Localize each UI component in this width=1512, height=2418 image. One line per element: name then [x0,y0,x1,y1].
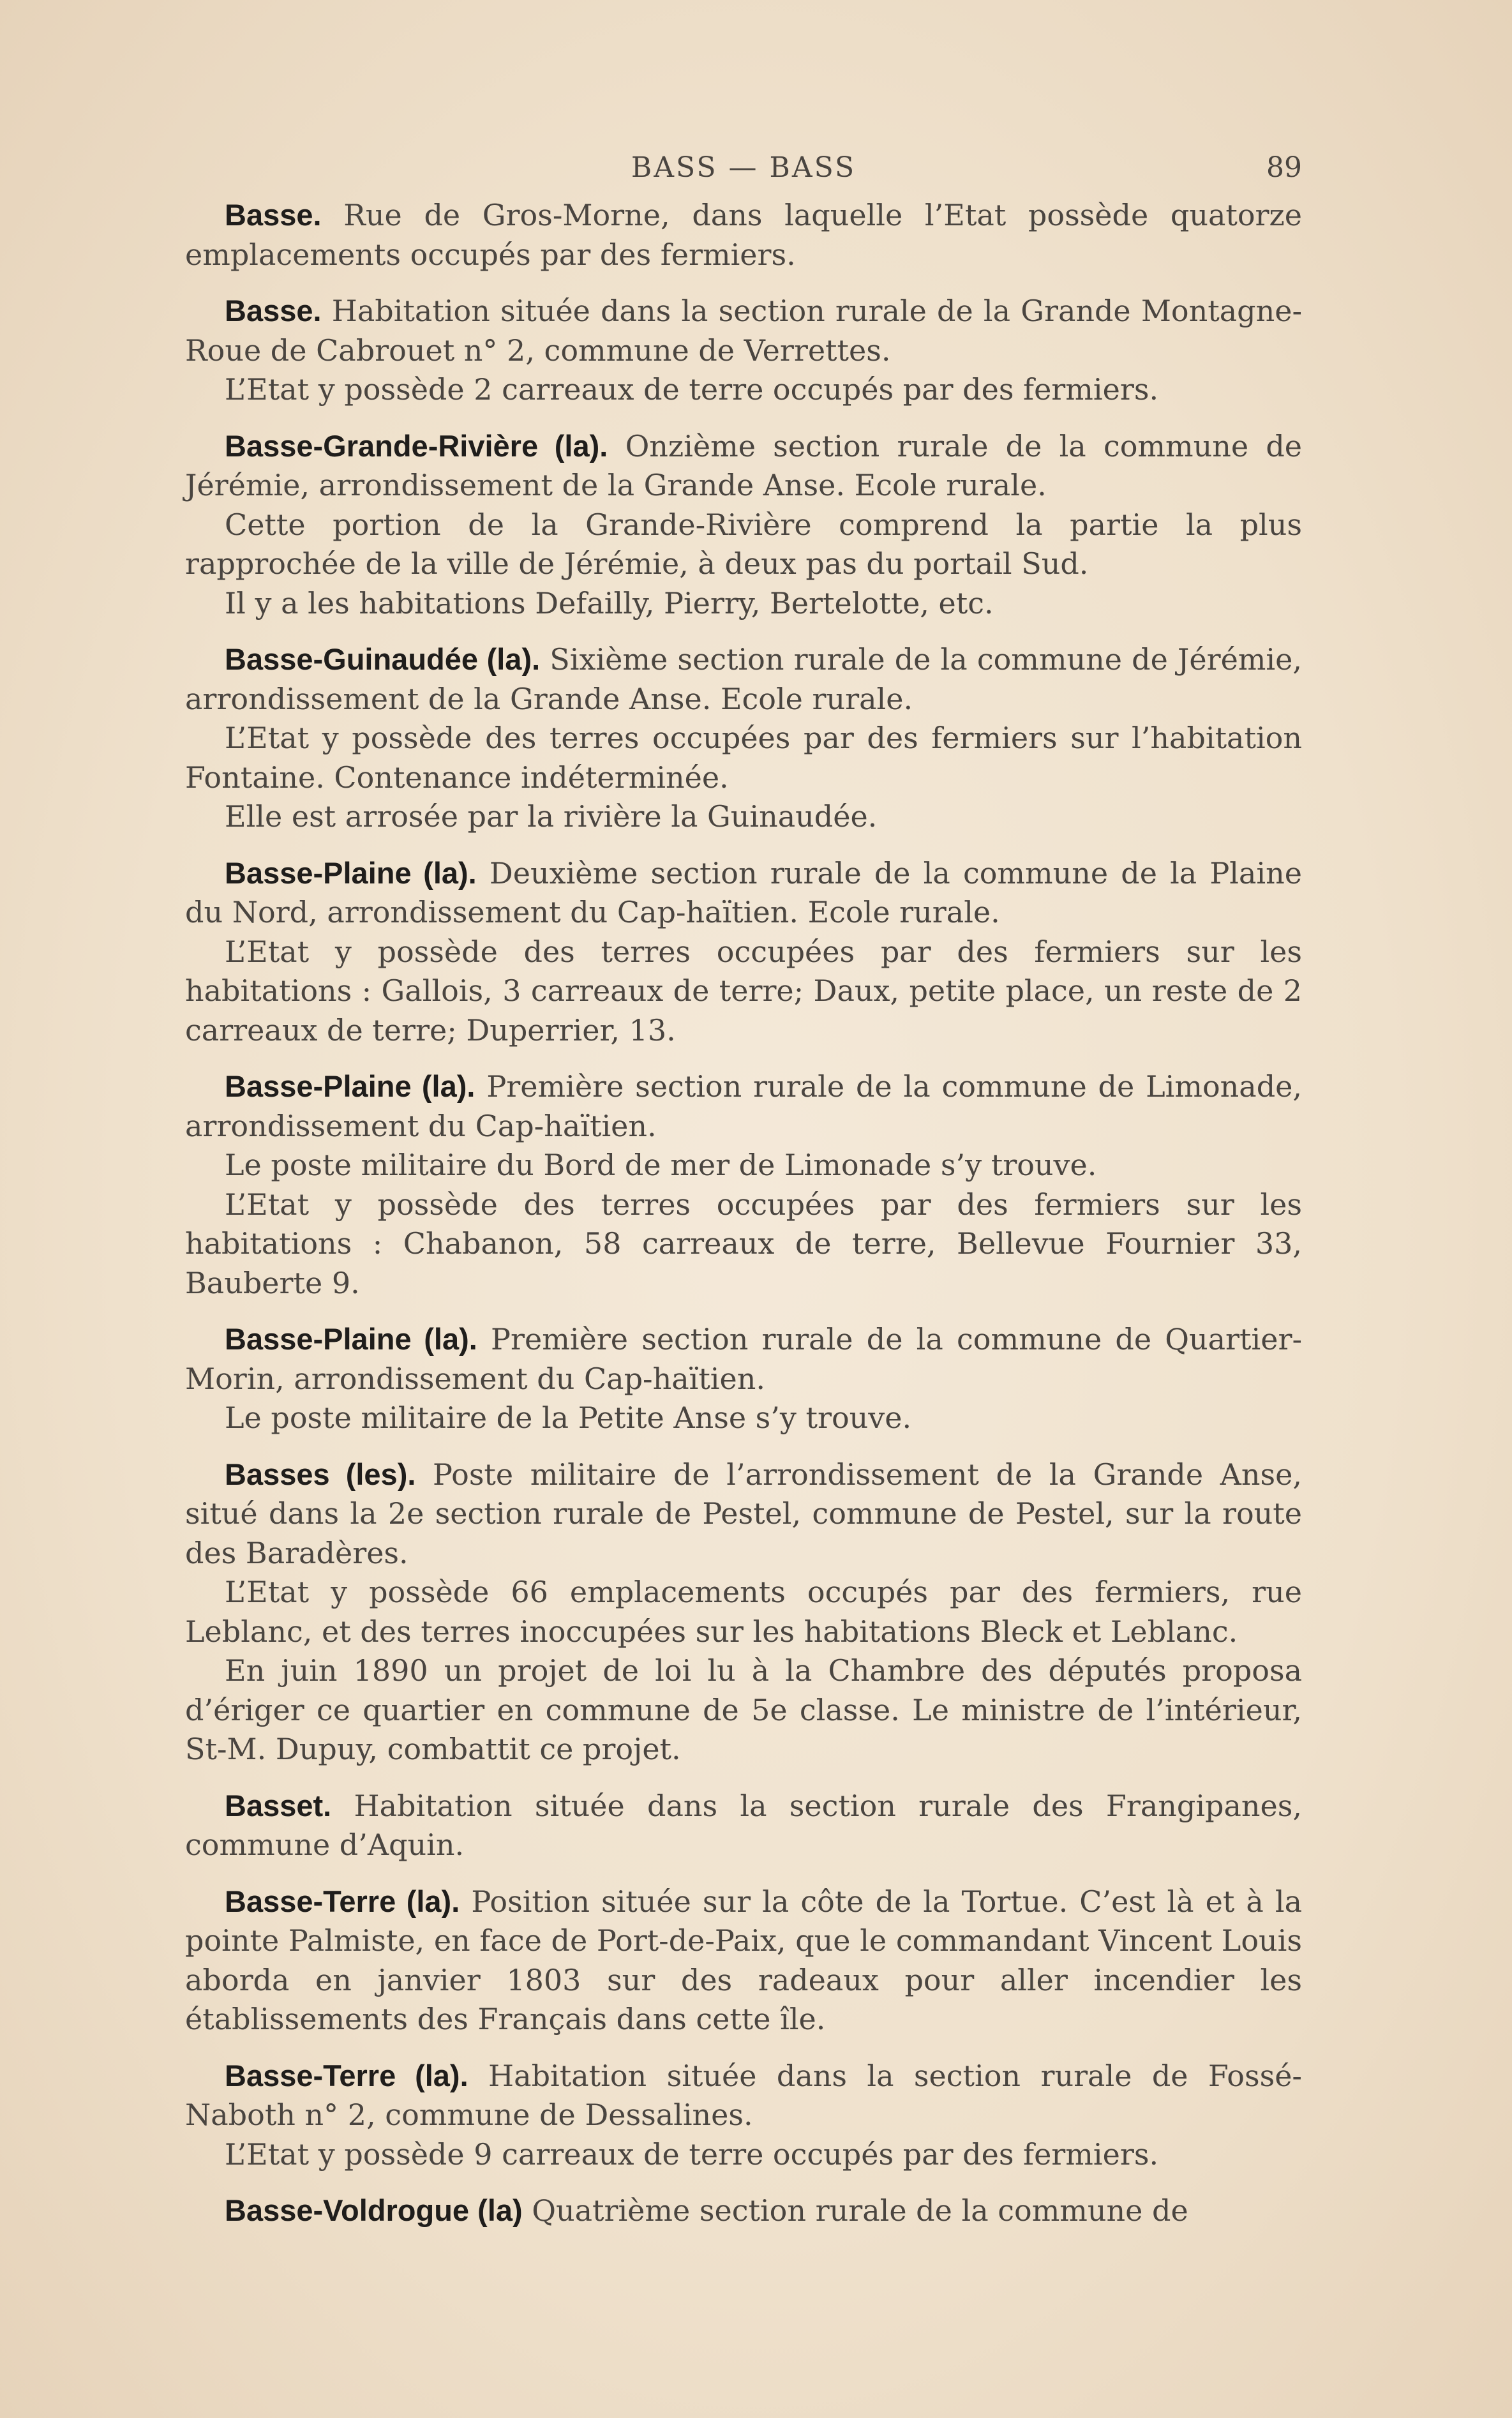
entry-paragraph: L’Etat y possède des terres occupées par des fermiers sur les habitations : Gallois, 3 carreaux de terre; Daux, petite place, un reste de 2 carreaux de terre; Duperrier, 13. [185,934,1302,1048]
entry-definition [185,2056,1302,2135]
entry-text: Première section rurale de la commune de Quartier-Morin, arrondissement du Cap-haïtien. [185,1322,1303,1396]
entry-text: Sixième section rurale de la commune de Jérémie, arrondissement de la Grande Anse. Ecole rurale. [185,642,1302,716]
page-number: 89 [1266,151,1302,184]
dictionary-entry [185,640,1302,837]
entry-definition [185,1786,1302,1865]
entry-paragraph: L’Etat y possède 66 emplacements occupés par des fermiers, rue Leblanc, et des terres inoccupées sur les habitations Bleck et Leblanc. [185,1575,1302,1649]
dictionary-entry [185,291,1302,410]
entry-paragraph: Cette portion de la Grande-Rivière comprend la partie la plus rapprochée de la ville de Jérémie, à deux pas du portail Sud. [185,507,1302,581]
entry-text: Habitation située dans la section rurale de Fossé-Naboth n° 2, commune de Dessalines. [185,2058,1302,2132]
entry-definition [185,853,1302,933]
entry-headword: Basse-Guinaudée (la). [225,642,541,676]
entry-definition [185,2191,1302,2231]
entry-text: Position située sur la côte de la Tortue. C’est là et à la pointe Palmiste, en face de Port-de-Paix, que le commandant Vincent Louis aborda en janvier 1803 sur des radeaux pour aller incendier les établissements des Français dans cette île. [185,1884,1302,2036]
entry-definition [185,1067,1302,1146]
entry-definition [185,640,1302,719]
entry-text: Deuxième section rurale de la commune de la Plaine du Nord, arrondissement du Cap-haïtien. Ecole rurale. [185,855,1302,929]
entry-definition [185,426,1302,506]
entry-headword: Basse-Plaine (la). [225,1322,477,1356]
entry-text: Habitation située dans la section rurale de la Grande Montagne-Roue de Cabrouet n° 2, commune de Verrettes. [185,294,1302,368]
entry-text: Quatrième section rurale de la commune de [522,2193,1188,2228]
entry-paragraph: L’Etat y possède 9 carreaux de terre occupés par des fermiers. [225,2136,1159,2172]
entry-headword: Basses (les). [225,1457,416,1491]
dictionary-entries [185,195,1302,2231]
entry-headword: Basse-Plaine (la). [225,855,477,890]
running-head-title: BASS — BASS [631,151,857,184]
entry-definition [185,1319,1302,1399]
dictionary-entry [185,1319,1302,1438]
entry-headword: Basse. [225,294,322,327]
entry-headword: Basse-Terre (la). [225,2058,468,2092]
entry-text: Onzième section rurale de la commune de Jérémie, arrondissement de la Grande Anse. Ecole rurale. [185,428,1303,502]
dictionary-entry [185,195,1302,274]
entry-headword: Basse-Terre (la). [225,1884,460,1918]
entry-text: Première section rurale de la commune de Limonade, arrondissement du Cap-haïtien. [185,1069,1302,1143]
entry-text: Poste militaire de l’arrondissement de la Grande Anse, situé dans la 2e section rurale de Pestel, commune de Pestel, sur la route des Baradères. [185,1457,1302,1570]
dictionary-entry [185,2056,1302,2175]
entry-paragraph: L’Etat y possède des terres occupées par des fermiers sur les habitations : Chabanon, 58 carreaux de terre, Bellevue Fournier 33, Bauberte 9. [185,1187,1302,1300]
entry-paragraph: L’Etat y possède des terres occupées par des fermiers sur l’habitation Fontaine. Contenance indéterminée. [185,721,1302,795]
entry-paragraph: Le poste militaire de la Petite Anse s’y trouve. [225,1400,912,1435]
entry-headword: Basse-Voldrogue (la) [225,2193,523,2227]
entry-text: Rue de Gros-Morne, dans laquelle l’Etat possède quatorze emplacements occupés par des fermiers. [185,198,1302,272]
entry-paragraph: L’Etat y possède 2 carreaux de terre occupés par des fermiers. [225,372,1159,407]
entry-headword: Basse. [225,198,322,232]
entry-text: Habitation située dans la section rurale des Frangipanes, commune d’Aquin. [185,1788,1302,1862]
running-head [185,148,1302,191]
entry-definition [185,195,1302,274]
dictionary-entry [185,2191,1302,2231]
entry-definition [185,1882,1302,2039]
dictionary-entry [185,1067,1302,1303]
entry-paragraph: Elle est arrosée par la rivière la Guinaudée. [225,799,878,834]
dictionary-entry [185,426,1302,624]
page-text [185,148,1302,2248]
entry-headword: Basset. [225,1788,332,1822]
dictionary-entry [185,1882,1302,2039]
dictionary-entry [185,1786,1302,1865]
entry-paragraph: En juin 1890 un projet de loi lu à la Chambre des députés proposa d’ériger ce quartier en commune de 5e classe. Le ministre de l’intérieur, St-M. Dupuy, combattit ce projet. [185,1653,1302,1766]
dictionary-entry [185,1455,1302,1769]
entry-definition [185,291,1302,370]
entry-paragraph: Il y a les habitations Defailly, Pierry, Bertelotte, etc. [225,585,994,620]
entry-headword: Basse-Grande-Rivière (la). [225,428,608,463]
entry-headword: Basse-Plaine (la). [225,1069,475,1103]
entry-paragraph: Le poste militaire du Bord de mer de Limonade s’y trouve. [225,1148,1097,1182]
dictionary-entry [185,853,1302,1051]
entry-definition [185,1455,1302,1573]
